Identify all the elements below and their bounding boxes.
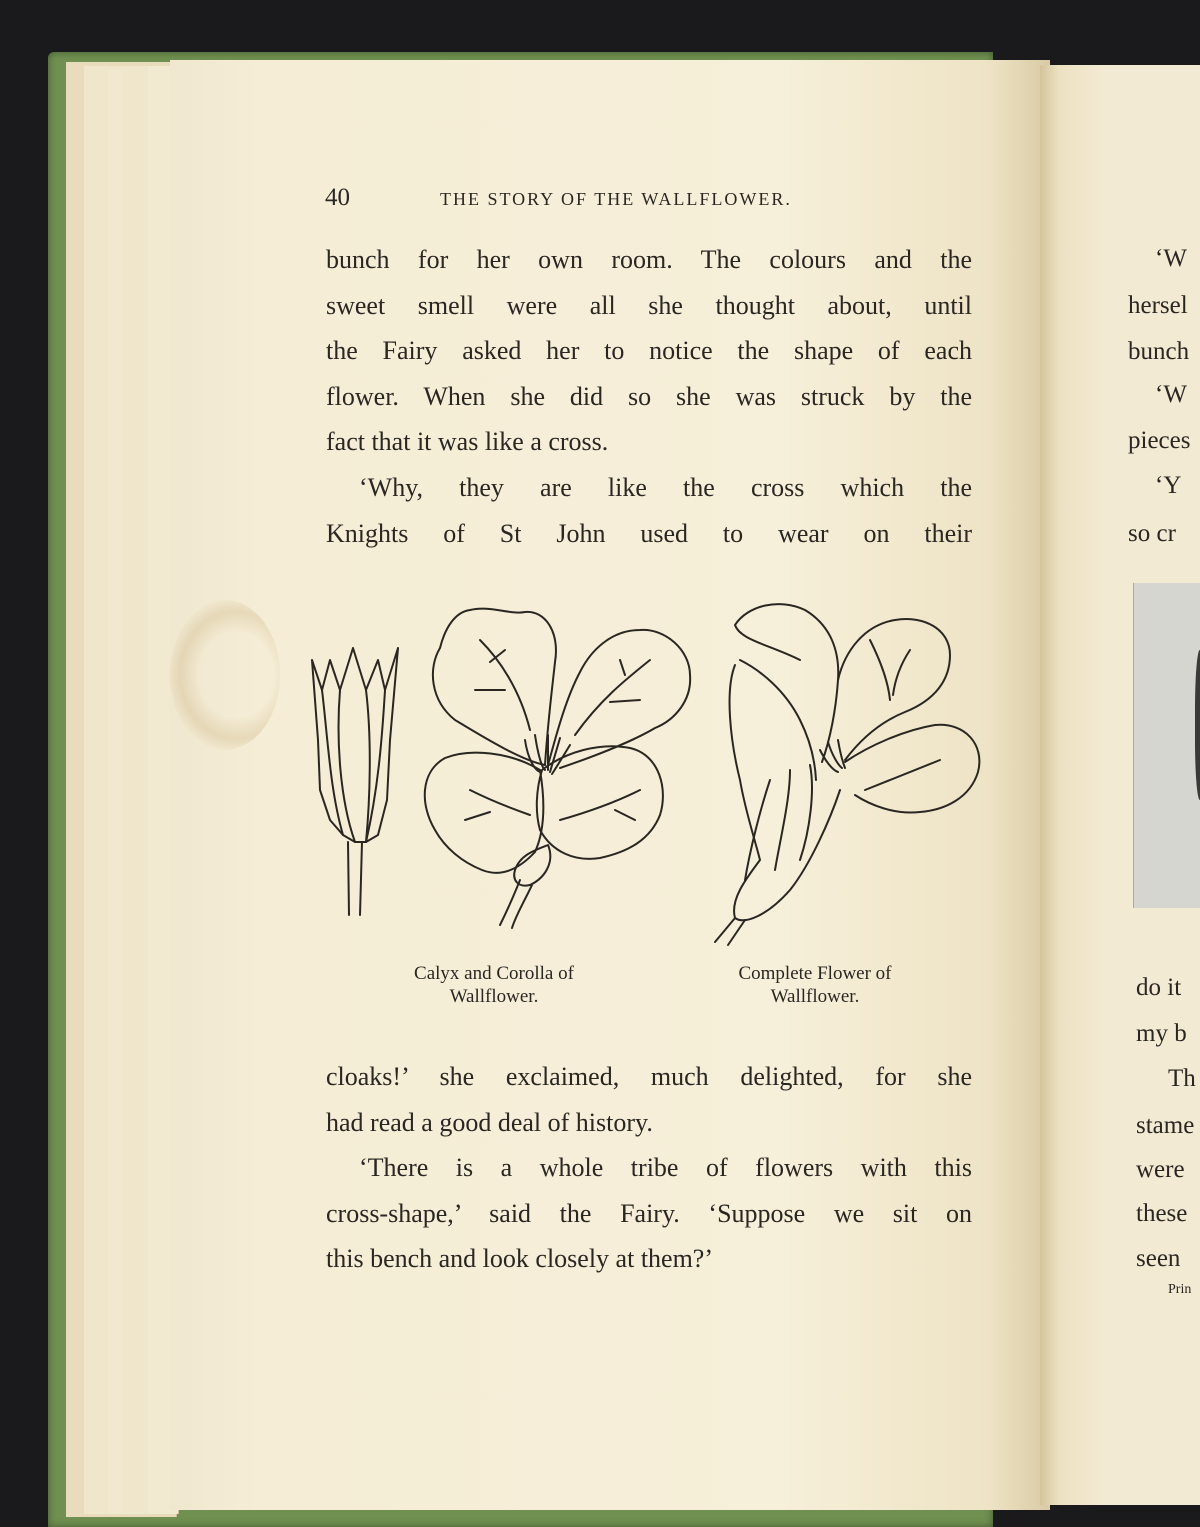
right-page-fragment: ‘Y bbox=[1155, 472, 1182, 499]
right-page-fragment: ‘W bbox=[1155, 245, 1187, 272]
paragraph-4 bbox=[326, 1145, 972, 1282]
photo-plate-detail bbox=[1195, 650, 1200, 800]
text-line: Knights of St John used to wear on their bbox=[326, 518, 972, 548]
right-page-fragment: bunch bbox=[1128, 338, 1190, 365]
text-line: sweet smell were all she thought about, until bbox=[326, 290, 972, 320]
text-line: the Fairy asked her to notice the shape of each bbox=[326, 336, 972, 365]
text-line: bunch for her own room. The colours and the bbox=[326, 245, 972, 274]
text-line: ‘There is a whole tribe of flowers with this bbox=[359, 1153, 972, 1182]
right-page-fragment: do it bbox=[1136, 974, 1182, 1001]
right-page-fragment: so cr bbox=[1128, 520, 1176, 547]
right-page-fragment: Prin bbox=[1168, 1282, 1192, 1297]
right-page-fragment: pieces bbox=[1128, 427, 1191, 454]
caption-line: Calyx and Corolla of bbox=[414, 963, 574, 984]
right-page-fragment: seen bbox=[1136, 1245, 1181, 1272]
right-page-fragment: these bbox=[1136, 1200, 1188, 1227]
text-line: flower. When she did so she was struck by the bbox=[326, 381, 972, 411]
paragraph-3 bbox=[326, 1054, 972, 1145]
text-line: ‘Why, they are like the cross which the bbox=[359, 473, 972, 502]
right-page-fragment: ‘W bbox=[1155, 381, 1187, 408]
running-title: THE STORY OF THE WALLFLOWER. bbox=[440, 189, 792, 209]
text-line: had read a good deal of history. bbox=[326, 1107, 653, 1137]
caption-line: Wallflower. bbox=[449, 986, 539, 1007]
text-line: cross-shape,’ said the Fairy. ‘Suppose we sit on bbox=[326, 1198, 972, 1228]
right-page-fragment: my b bbox=[1136, 1020, 1187, 1047]
caption-line: Complete Flower of bbox=[738, 963, 892, 984]
text-line: fact that it was like a cross. bbox=[326, 427, 609, 456]
text-line: this bench and look closely at them?’ bbox=[326, 1244, 714, 1273]
open-flower-drawing bbox=[425, 609, 690, 928]
complete-flower-drawing bbox=[715, 604, 979, 945]
photo-plate bbox=[1133, 583, 1200, 908]
right-page-fragment: Th bbox=[1168, 1065, 1196, 1092]
caption-left bbox=[360, 962, 628, 1008]
caption-line: Wallflower. bbox=[770, 986, 860, 1007]
page-number: 40 bbox=[325, 184, 350, 211]
right-page-fragment: stame bbox=[1136, 1112, 1195, 1139]
right-page-fragment: were bbox=[1136, 1156, 1185, 1183]
text-line: cloaks!’ she exclaimed, much delighted, for she bbox=[326, 1062, 972, 1091]
right-page-fragment: hersel bbox=[1128, 292, 1188, 319]
caption-right bbox=[690, 962, 940, 1008]
calyx-bud-drawing bbox=[312, 648, 398, 915]
